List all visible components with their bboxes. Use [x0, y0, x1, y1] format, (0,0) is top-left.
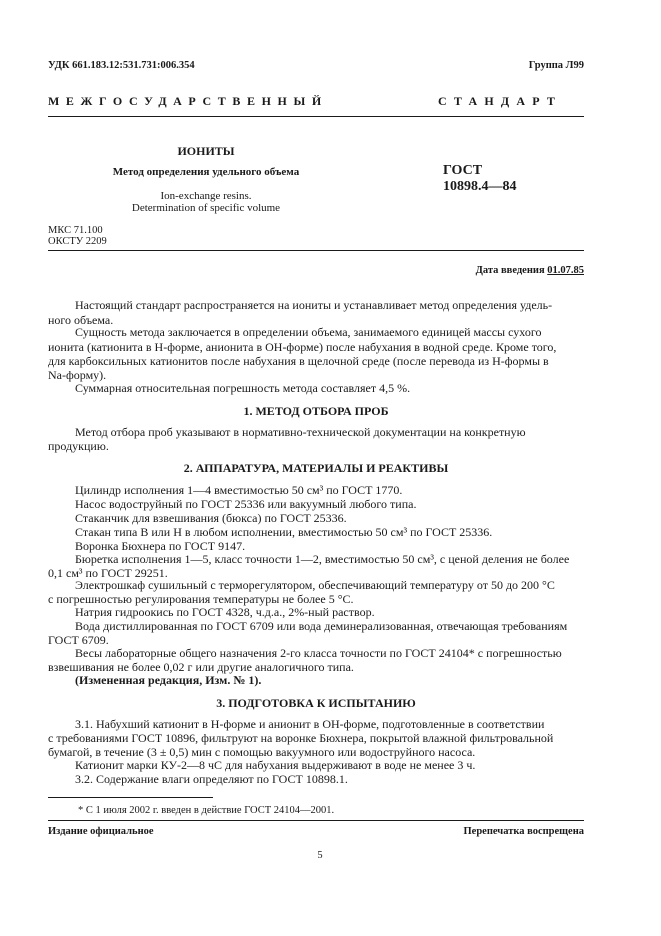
- clause-3-1-line4: Катионит марки КУ-2—8 чС для набухания выдерживают в воде не менее 3 ч.: [75, 758, 476, 772]
- clause-3-1-line1: 3.1. Набухший катионит в Н-форме и анионит в ОН-форме, подготовленные в соответствии: [75, 717, 545, 731]
- okstu-code: ОКСТУ 2209: [48, 236, 107, 247]
- group-code: Группа Л99: [528, 60, 584, 71]
- section2-heading: 2. АППАРАТУРА, МАТЕРИАЛЫ И РЕАКТИВЫ: [183, 461, 449, 475]
- intro-p1-line2: ного объема.: [48, 313, 114, 327]
- intro-p2-line3: для карбоксильных катионитов после набухания в щелочной среде (после перевода из Н-формы в: [48, 354, 549, 368]
- equipment-item-1: Цилиндр исполнения 1—4 вместимостью 50 см³ по ГОСТ 1770.: [75, 483, 403, 497]
- section3-heading: 3. ПОДГОТОВКА К ИСПЫТАНИЮ: [216, 696, 416, 710]
- footnote: * С 1 июля 2002 г. введен в действие ГОСТ 24104—2001.: [78, 805, 335, 816]
- clause-3-1-line2: с требованиями ГОСТ 10896, фильтруют на воронке Бюхнера, покрытой влажной фильтровальной: [48, 731, 554, 745]
- equipment-item-10-line1: Весы лабораторные общего назначения 2-го класса точности по ГОСТ 24104* с погрешностью: [75, 646, 562, 660]
- equipment-item-5: Воронка Бюхнера по ГОСТ 9147.: [75, 539, 246, 553]
- clause-3-1-line3: бумагой, в течение (3 ± 0,5) мин с помощью вакуумного или водоструйного насоса.: [48, 745, 476, 759]
- english-title-line2: Determination of specific volume: [131, 202, 281, 214]
- section1-line1: Метод отбора проб указывают в нормативно-технической документации на конкретную: [75, 425, 526, 439]
- equipment-item-9-line1: Вода дистиллированная по ГОСТ 6709 или вода деминерализованная, отвечающая требованиям: [75, 619, 568, 633]
- gost-label: ГОСТ: [443, 163, 483, 178]
- interstate-label: МЕЖГОСУДАРСТВЕННЫЙ: [48, 94, 328, 108]
- official-edition: Издание официальное: [48, 826, 154, 837]
- intro-p2-line2: ионита (катионита в Н-форме, анионита в ОН-форме) после набухания в водной среде. Кроме того,: [48, 340, 557, 354]
- header-rule: [48, 116, 584, 117]
- gost-number: 10898.4—84: [443, 179, 517, 194]
- standard-label: СТАНДАРТ: [438, 94, 563, 108]
- equipment-item-4: Стакан типа В или Н в любом исполнении, вместимостью 50 см³ по ГОСТ 25336.: [75, 525, 493, 539]
- intro-p3: Суммарная относительная погрешность метода составляет 4,5 %.: [75, 381, 411, 395]
- english-title-line1: Ion-exchange resins.: [160, 190, 252, 202]
- equipment-item-6-line2: 0,1 см³ по ГОСТ 29251.: [48, 566, 168, 580]
- footer-rule: [48, 820, 584, 821]
- equipment-item-10-line2: взвешивания не более 0,02 г или другие аналогичного типа.: [48, 660, 354, 674]
- equipment-item-8: Натрия гидроокись по ГОСТ 4328, ч.д.а., 2%-ный раствор.: [75, 605, 375, 619]
- section1-line2: продукцию.: [48, 439, 109, 453]
- page-number: 5: [317, 850, 323, 861]
- footnote-rule: [48, 797, 213, 798]
- reprint-prohibited: Перепечатка воспрещена: [463, 826, 584, 837]
- mks-code: МКС 71.100: [48, 225, 103, 236]
- equipment-item-3: Стаканчик для взвешивания (бюкса) по ГОСТ 25336.: [75, 511, 347, 525]
- title-rule: [48, 250, 584, 251]
- section1-heading: 1. МЕТОД ОТБОРА ПРОБ: [243, 404, 389, 418]
- clause-3-2: 3.2. Содержание влаги определяют по ГОСТ 10898.1.: [75, 772, 348, 786]
- document-title: ИОНИТЫ: [177, 144, 235, 158]
- intro-date-value: 01.07.85: [547, 265, 584, 276]
- document-subtitle: Метод определения удельного объема: [112, 166, 300, 178]
- equipment-item-6-line1: Бюретка исполнения 1—5, класс точности 1—2, вместимостью 50 см³, с ценой деления не более: [75, 552, 570, 566]
- intro-p2-line4: Nа-форму).: [48, 368, 107, 382]
- intro-p1-line1: Настоящий стандарт распространяется на иониты и устанавливает метод определения удель-: [75, 298, 553, 312]
- revision-note: (Измененная редакция, Изм. № 1).: [75, 673, 262, 687]
- intro-date-label: Дата введения: [475, 265, 545, 276]
- intro-p2-line1: Сущность метода заключается в определении объема, занимаемого единицей массы сухого: [75, 325, 542, 339]
- equipment-item-7-line2: с погрешностью регулирования температуры не более 5 °С.: [48, 592, 354, 606]
- udk-code: УДК 661.183.12:531.731:006.354: [48, 60, 195, 71]
- equipment-item-2: Насос водоструйный по ГОСТ 25336 или вакуумный любого типа.: [75, 497, 417, 511]
- equipment-item-9-line2: ГОСТ 6709.: [48, 633, 109, 647]
- equipment-item-7-line1: Электрошкаф сушильный с терморегулятором, обеспечивающий температуру от 50 до 200 °С: [75, 578, 555, 592]
- intro-date: [476, 265, 584, 276]
